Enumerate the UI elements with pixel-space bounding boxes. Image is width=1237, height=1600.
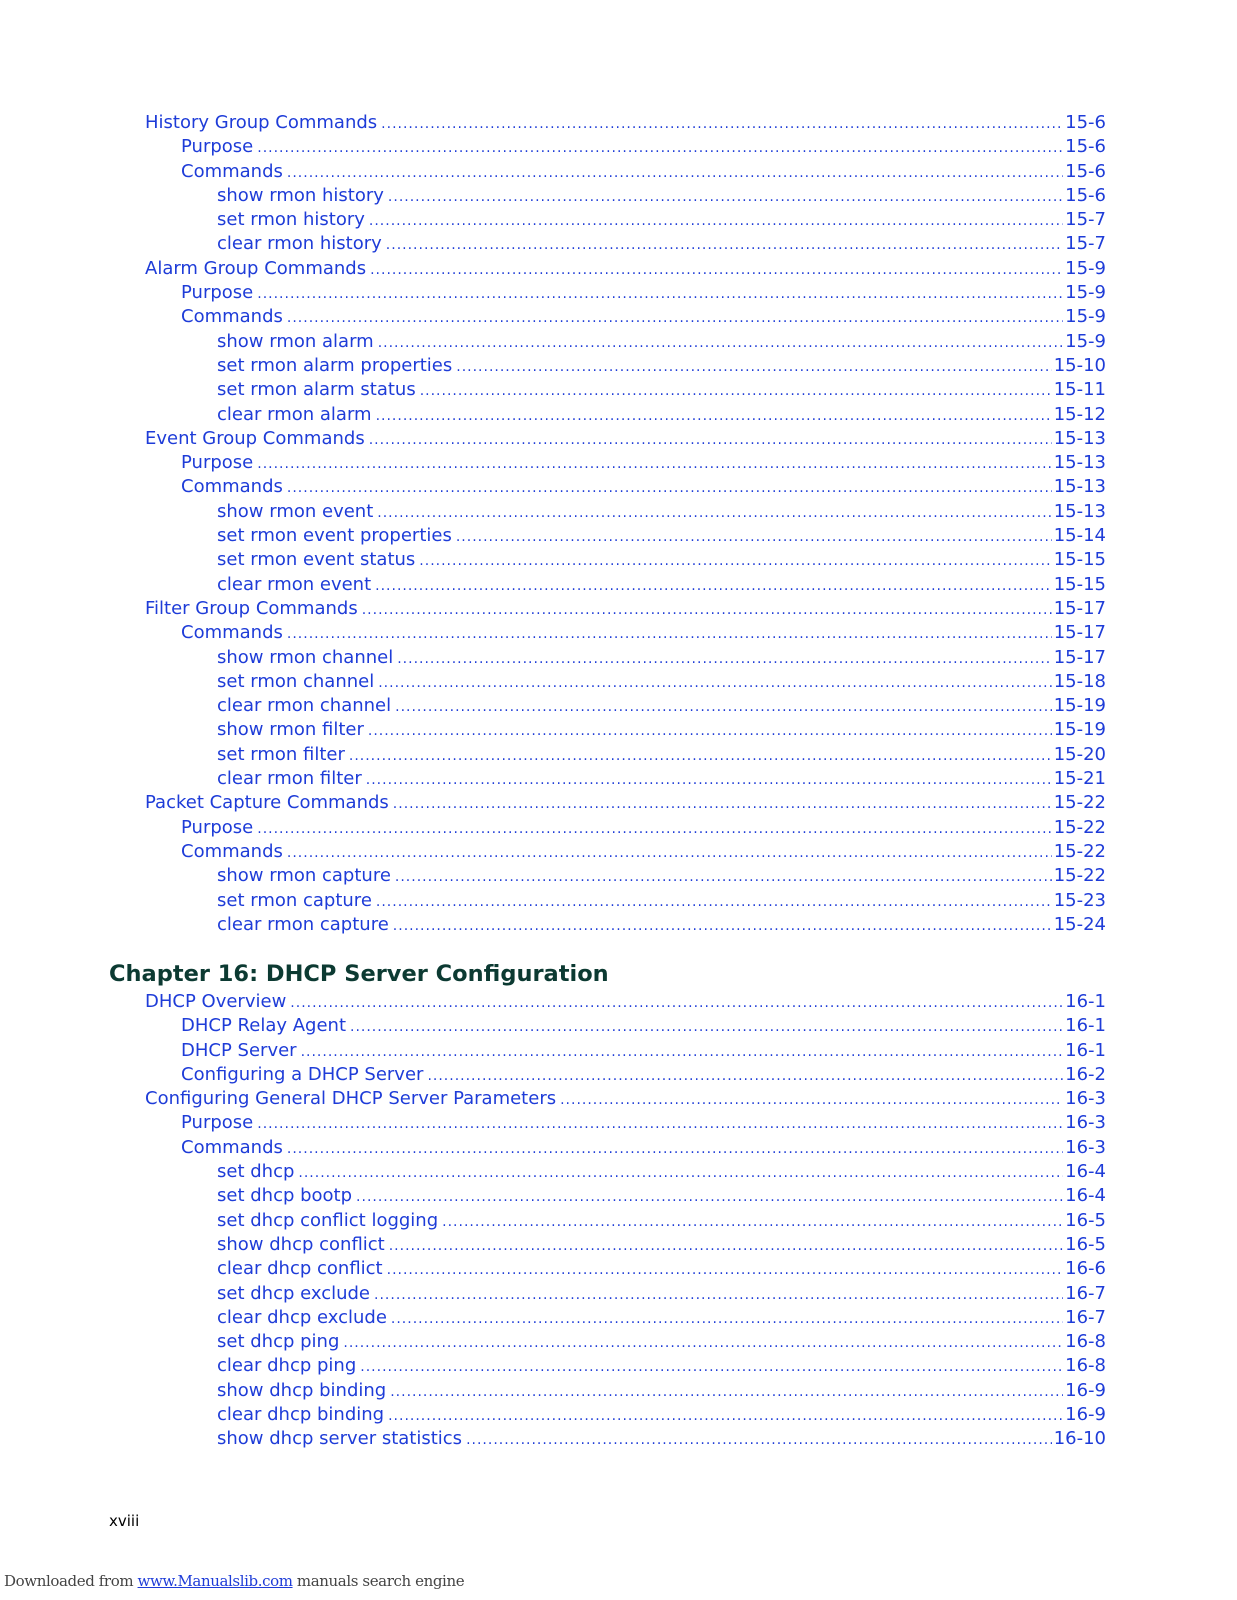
toc-entry-page: 15-13: [1053, 476, 1106, 498]
toc-entry-row: [217, 718, 1106, 743]
toc-entry[interactable]: [0, 1136, 1237, 1160]
toc-entry-title: set rmon event properties: [217, 525, 452, 547]
toc-entry[interactable]: [0, 864, 1237, 888]
toc-dot-leader: [287, 622, 1052, 646]
toc-entry-page: 15-22: [1053, 792, 1106, 814]
toc-entry[interactable]: [0, 354, 1237, 378]
toc-dot-leader: [257, 817, 1051, 841]
toc-entry-row: [145, 427, 1106, 452]
toc-entry-page: 15-10: [1053, 354, 1106, 376]
toc-entry-title: clear rmon event: [217, 573, 372, 595]
toc-entry-row: [217, 184, 1106, 209]
toc-entry-page: 15-15: [1053, 549, 1106, 571]
toc-entry[interactable]: [0, 1330, 1237, 1354]
toc-entry-row: [181, 475, 1106, 500]
toc-entry-page: 15-9: [1065, 282, 1106, 304]
toc-entry-page: 15-22: [1053, 865, 1106, 887]
toc-entry-page: 15-17: [1053, 622, 1106, 644]
toc-dot-leader: [376, 890, 1052, 914]
chapter-heading: Chapter 16: DHCP Server Configuration: [109, 961, 609, 987]
toc-entry-page: 15-24: [1053, 913, 1106, 935]
toc-dot-leader: [388, 185, 1063, 209]
toc-entry-page: 16-5: [1065, 1233, 1106, 1255]
toc-entry-title: clear rmon filter: [217, 768, 362, 790]
toc-entry[interactable]: [0, 694, 1237, 718]
toc-dot-leader: [257, 1112, 1063, 1136]
toc-entry-title: set rmon filter: [217, 743, 345, 765]
toc-dot-leader: [350, 1015, 1063, 1039]
toc-entry-row: [217, 524, 1106, 549]
toc-entry-row: [217, 767, 1106, 792]
toc-entry-row: [181, 621, 1106, 646]
toc-dot-leader: [378, 331, 1063, 355]
toc-dot-leader: [427, 1064, 1063, 1088]
toc-entry-title: show dhcp server statistics: [217, 1428, 463, 1450]
toc-entry-title: Purpose: [181, 1112, 254, 1134]
toc-entry-row: [181, 451, 1106, 476]
toc-entry-page: 16-3: [1065, 1088, 1106, 1110]
toc-entry-title: Commands: [181, 306, 283, 328]
toc-entry-page: 16-1: [1065, 991, 1106, 1012]
toc-entry-page: 16-5: [1065, 1209, 1106, 1231]
toc-entry-title: DHCP Relay Agent: [181, 1015, 346, 1037]
toc-entry-row: [217, 354, 1106, 379]
toc-entry[interactable]: [0, 427, 1237, 451]
toc-dot-leader: [343, 1331, 1063, 1355]
toc-dot-leader: [366, 768, 1052, 792]
toc-entry-row: [217, 1233, 1106, 1258]
toc-entry-row: [217, 694, 1106, 719]
toc-dot-leader: [362, 598, 1052, 622]
toc-entry-page: 16-7: [1065, 1306, 1106, 1328]
toc-entry-page: 15-13: [1053, 452, 1106, 474]
toc-entry-title: set rmon capture: [217, 889, 372, 911]
toc-dot-leader: [368, 719, 1052, 743]
toc-entry-row: [181, 1039, 1106, 1064]
toc-entry-title: DHCP Overview: [145, 991, 287, 1012]
toc-entry-page: 15-22: [1053, 840, 1106, 862]
toc-entry-page: 16-9: [1065, 1379, 1106, 1401]
toc-entry[interactable]: [0, 840, 1237, 864]
toc-dot-leader: [456, 525, 1052, 549]
toc-entry-row: [217, 1209, 1106, 1234]
toc-entry-row: [145, 990, 1106, 1015]
toc-dot-leader: [397, 647, 1051, 671]
toc-dot-leader: [374, 1283, 1063, 1307]
toc-entry-row: [217, 573, 1106, 598]
toc-entry[interactable]: [0, 135, 1237, 159]
toc-entry-row: [145, 257, 1106, 282]
toc-entry-row: [181, 1136, 1106, 1161]
toc-entry-row: [145, 111, 1106, 136]
toc-entry-row: [217, 670, 1106, 695]
toc-entry[interactable]: [0, 1014, 1237, 1038]
toc-entry-page: 15-9: [1065, 257, 1106, 279]
toc-entry[interactable]: [0, 670, 1237, 694]
toc-entry-title: Purpose: [181, 816, 254, 838]
toc-entry-page: 15-22: [1053, 816, 1106, 838]
toc-dot-leader: [349, 744, 1052, 768]
toc-dot-leader: [375, 574, 1052, 598]
toc-entry[interactable]: [0, 1184, 1237, 1208]
toc-dot-leader: [257, 282, 1063, 306]
toc-entry-title: show dhcp conflict: [217, 1233, 385, 1255]
toc-entry[interactable]: [0, 1233, 1237, 1257]
toc-entry-page: 15-17: [1053, 597, 1106, 619]
toc-entry-row: [217, 1427, 1106, 1452]
toc-entry-title: Commands: [181, 840, 283, 862]
toc-dot-leader: [381, 112, 1063, 136]
toc-dot-leader: [456, 355, 1051, 379]
toc-section-rmon: [0, 111, 1237, 937]
toc-entry-page: 16-6: [1065, 1258, 1106, 1280]
toc-entry-row: [145, 1087, 1106, 1112]
toc-entry[interactable]: [0, 500, 1237, 524]
toc-entry-title: set rmon history: [217, 209, 365, 231]
toc-entry-title: clear rmon history: [217, 233, 382, 255]
toc-entry[interactable]: [0, 208, 1237, 232]
toc-dot-leader: [298, 1161, 1063, 1185]
toc-entry-row: [217, 330, 1106, 355]
toc-entry[interactable]: [0, 378, 1237, 402]
toc-entry-title: set dhcp conflict logging: [217, 1209, 439, 1231]
toc-entry-title: show rmon capture: [217, 865, 391, 887]
toc-entry-title: clear rmon alarm: [217, 403, 372, 425]
toc-entry-title: clear rmon capture: [217, 913, 389, 935]
toc-entry[interactable]: [0, 111, 1237, 135]
toc-entry[interactable]: [0, 1063, 1237, 1087]
toc-entry-row: [217, 1330, 1106, 1355]
toc-entry-title: set rmon alarm status: [217, 379, 416, 401]
toc-entry-page: 16-7: [1065, 1282, 1106, 1304]
toc-entry-page: 15-11: [1053, 379, 1106, 401]
toc-entry-title: show rmon filter: [217, 719, 364, 741]
toc-entry[interactable]: [0, 257, 1237, 281]
toc-dot-leader: [301, 1040, 1064, 1064]
toc-entry-row: [145, 791, 1106, 816]
toc-entry[interactable]: [0, 889, 1237, 913]
toc-entry-title: show rmon channel: [217, 646, 394, 668]
toc-entry-row: [217, 913, 1106, 938]
toc-entry-row: [217, 232, 1106, 257]
toc-entry-page: 15-23: [1053, 889, 1106, 911]
toc-entry-title: Purpose: [181, 282, 254, 304]
toc-entry[interactable]: [0, 573, 1237, 597]
toc-dot-leader: [360, 1355, 1063, 1379]
toc-entry-page: 15-17: [1053, 646, 1106, 668]
toc-entry-row: [181, 281, 1106, 306]
footer-prefix: Downloaded from: [4, 1572, 138, 1590]
footer-suffix: manuals search engine: [292, 1572, 465, 1590]
toc-entry[interactable]: [0, 330, 1237, 354]
toc-entry-title: Commands: [181, 160, 283, 182]
toc-entry[interactable]: [0, 1087, 1237, 1111]
toc-entry[interactable]: [0, 403, 1237, 427]
toc-entry-title: set rmon alarm properties: [217, 354, 453, 376]
toc-entry-page: 16-3: [1065, 1112, 1106, 1134]
toc-entry[interactable]: [0, 475, 1237, 499]
toc-entry-row: [217, 208, 1106, 233]
toc-dot-leader: [386, 233, 1063, 257]
toc-entry[interactable]: [0, 1306, 1237, 1330]
toc-entry-row: [217, 500, 1106, 525]
toc-dot-leader: [377, 501, 1051, 525]
toc-entry[interactable]: [0, 990, 1237, 1014]
toc-entry-row: [181, 135, 1106, 160]
toc-entry-title: Commands: [181, 1136, 283, 1158]
toc-entry-title: Event Group Commands: [145, 427, 365, 449]
toc-dot-leader: [287, 841, 1052, 865]
toc-entry-title: Alarm Group Commands: [145, 257, 367, 279]
toc-dot-leader: [560, 1088, 1063, 1112]
toc-entry-title: clear dhcp binding: [217, 1404, 385, 1426]
toc-entry-page: 16-8: [1065, 1331, 1106, 1353]
toc-entry[interactable]: [0, 232, 1237, 256]
toc-entry-page: 15-14: [1053, 525, 1106, 547]
toc-entry[interactable]: [0, 184, 1237, 208]
footer: [4, 1572, 464, 1590]
toc-entry-page: 16-1: [1065, 1039, 1106, 1061]
toc-entry-row: [217, 378, 1106, 403]
toc-entry-page: 15-6: [1065, 184, 1106, 206]
toc-entry[interactable]: [0, 913, 1237, 937]
toc-dot-leader: [388, 1404, 1063, 1428]
toc-entry-page: 15-7: [1065, 209, 1106, 231]
toc-entry-row: [181, 1063, 1106, 1088]
toc-entry-row: [145, 597, 1106, 622]
toc-dot-leader: [257, 452, 1051, 476]
toc-entry-page: 15-19: [1053, 695, 1106, 717]
toc-entry-row: [217, 864, 1106, 889]
toc-entry-page: 15-6: [1065, 112, 1106, 133]
toc-entry[interactable]: [0, 718, 1237, 742]
toc-entry-row: [217, 1403, 1106, 1428]
toc-entry-page: 15-13: [1053, 427, 1106, 449]
toc-entry-row: [217, 1257, 1106, 1282]
toc-entry[interactable]: [0, 1257, 1237, 1281]
toc-entry-row: [217, 889, 1106, 914]
toc-dot-leader: [393, 914, 1052, 938]
toc-entry-title: Packet Capture Commands: [145, 792, 389, 814]
toc-entry-row: [181, 1014, 1106, 1039]
toc-entry[interactable]: [0, 816, 1237, 840]
toc-entry-title: set dhcp: [217, 1161, 295, 1183]
toc-entry[interactable]: [0, 1111, 1237, 1135]
toc-dot-leader: [466, 1428, 1052, 1452]
toc-entry-title: set dhcp exclude: [217, 1282, 371, 1304]
toc-entry-row: [181, 160, 1106, 185]
toc-entry-title: History Group Commands: [145, 112, 378, 133]
toc-entry-title: Purpose: [181, 136, 254, 158]
toc-entry-row: [181, 816, 1106, 841]
toc-entry-page: 15-7: [1065, 233, 1106, 255]
toc-entry-page: 16-10: [1053, 1428, 1106, 1450]
toc-entry-page: 15-9: [1065, 330, 1106, 352]
toc-dot-leader: [376, 404, 1052, 428]
toc-entry-row: [217, 548, 1106, 573]
toc-entry-row: [217, 403, 1106, 428]
toc-dot-leader: [257, 136, 1063, 160]
toc-entry-page: 16-4: [1065, 1185, 1106, 1207]
toc-entry-row: [217, 1282, 1106, 1307]
toc-entry-page: 16-3: [1065, 1136, 1106, 1158]
toc-dot-leader: [287, 1137, 1063, 1161]
toc-entry-row: [217, 1184, 1106, 1209]
toc-dot-leader: [369, 209, 1063, 233]
toc-dot-leader: [419, 549, 1051, 573]
toc-entry-page: 15-9: [1065, 306, 1106, 328]
toc-entry[interactable]: [0, 524, 1237, 548]
toc-entry-row: [217, 646, 1106, 671]
toc-entry-row: [181, 1111, 1106, 1136]
toc-dot-leader: [391, 1307, 1063, 1331]
toc-dot-leader: [393, 792, 1052, 816]
toc-entry[interactable]: [0, 1160, 1237, 1184]
toc-entry[interactable]: [0, 1209, 1237, 1233]
toc-entry-title: show rmon event: [217, 500, 374, 522]
toc-entry-title: clear dhcp exclude: [217, 1306, 387, 1328]
toc-entry-page: 15-19: [1053, 719, 1106, 741]
toc-entry-title: Purpose: [181, 452, 254, 474]
toc-dot-leader: [287, 476, 1052, 500]
toc-entry[interactable]: [0, 1354, 1237, 1378]
toc-entry-page: 16-8: [1065, 1355, 1106, 1377]
toc-entry-title: set dhcp ping: [217, 1331, 340, 1353]
toc-entry-page: 15-21: [1053, 768, 1106, 790]
toc-dot-leader: [356, 1185, 1063, 1209]
toc-entry[interactable]: [0, 1282, 1237, 1306]
toc-dot-leader: [290, 991, 1063, 1015]
toc-entry-title: Commands: [181, 476, 283, 498]
page-number: xviii: [109, 1512, 140, 1530]
toc-entry-title: show rmon alarm: [217, 330, 374, 352]
toc-entry-row: [181, 305, 1106, 330]
footer-link[interactable]: www.Manualslib.com: [137, 1572, 293, 1590]
toc-entry[interactable]: [0, 1403, 1237, 1427]
toc-entry[interactable]: [0, 767, 1237, 791]
toc-dot-leader: [370, 258, 1063, 282]
toc-dot-leader: [389, 1234, 1063, 1258]
toc-entry[interactable]: [0, 160, 1237, 184]
toc-entry-page: 15-20: [1053, 743, 1106, 765]
toc-entry[interactable]: [0, 621, 1237, 645]
toc-entry[interactable]: [0, 281, 1237, 305]
toc-dot-leader: [287, 306, 1063, 330]
toc-entry[interactable]: [0, 597, 1237, 621]
toc-entry-title: clear dhcp ping: [217, 1355, 357, 1377]
toc-entry[interactable]: [0, 1427, 1237, 1451]
toc-entry-title: show dhcp binding: [217, 1379, 387, 1401]
toc-entry-row: [217, 1306, 1106, 1331]
toc-entry[interactable]: [0, 646, 1237, 670]
toc-entry-row: [217, 743, 1106, 768]
toc-entry-page: 15-6: [1065, 160, 1106, 182]
toc-entry-title: set rmon event status: [217, 549, 416, 571]
toc-entry-page: 15-12: [1053, 403, 1106, 425]
toc-entry-title: clear rmon channel: [217, 695, 392, 717]
toc-entry-title: Configuring General DHCP Server Parameters: [145, 1088, 557, 1110]
toc-entry-row: [181, 840, 1106, 865]
toc-dot-leader: [387, 1258, 1064, 1282]
toc-entry-title: show rmon history: [217, 184, 384, 206]
toc-dot-leader: [390, 1380, 1063, 1404]
toc-entry-page: 16-9: [1065, 1404, 1106, 1426]
toc-entry-page: 16-2: [1065, 1063, 1106, 1085]
toc-dot-leader: [395, 695, 1052, 719]
toc-entry-title: set dhcp bootp: [217, 1185, 353, 1207]
toc-entry-title: Filter Group Commands: [145, 597, 358, 619]
toc-dot-leader: [287, 161, 1063, 185]
toc-entry-title: DHCP Server: [181, 1039, 297, 1061]
toc-dot-leader: [395, 865, 1052, 889]
toc-entry[interactable]: [0, 451, 1237, 475]
toc-dot-leader: [378, 671, 1051, 695]
toc-entry[interactable]: [0, 548, 1237, 572]
toc-entry-page: 15-18: [1053, 670, 1106, 692]
toc-entry-page: 16-1: [1065, 1015, 1106, 1037]
toc-entry-title: Commands: [181, 622, 283, 644]
toc-entry-title: Configuring a DHCP Server: [181, 1063, 424, 1085]
toc-entry[interactable]: [0, 791, 1237, 815]
toc-entry-page: 15-6: [1065, 136, 1106, 158]
toc-entry-page: 15-15: [1053, 573, 1106, 595]
toc-entry-title: set rmon channel: [217, 670, 375, 692]
toc-entry[interactable]: [0, 305, 1237, 329]
toc-section-dhcp: [0, 990, 1237, 1452]
toc-entry[interactable]: [0, 743, 1237, 767]
toc-entry-page: 15-13: [1053, 500, 1106, 522]
toc-entry-page: 16-4: [1065, 1161, 1106, 1183]
toc-entry-title: clear dhcp conflict: [217, 1258, 383, 1280]
toc-entry-row: [217, 1354, 1106, 1379]
toc-entry[interactable]: [0, 1039, 1237, 1063]
toc-dot-leader: [420, 379, 1052, 403]
toc-entry-row: [217, 1379, 1106, 1404]
toc-entry-row: [217, 1160, 1106, 1185]
toc-dot-leader: [369, 428, 1052, 452]
toc-dot-leader: [442, 1210, 1063, 1234]
toc-entry[interactable]: [0, 1379, 1237, 1403]
